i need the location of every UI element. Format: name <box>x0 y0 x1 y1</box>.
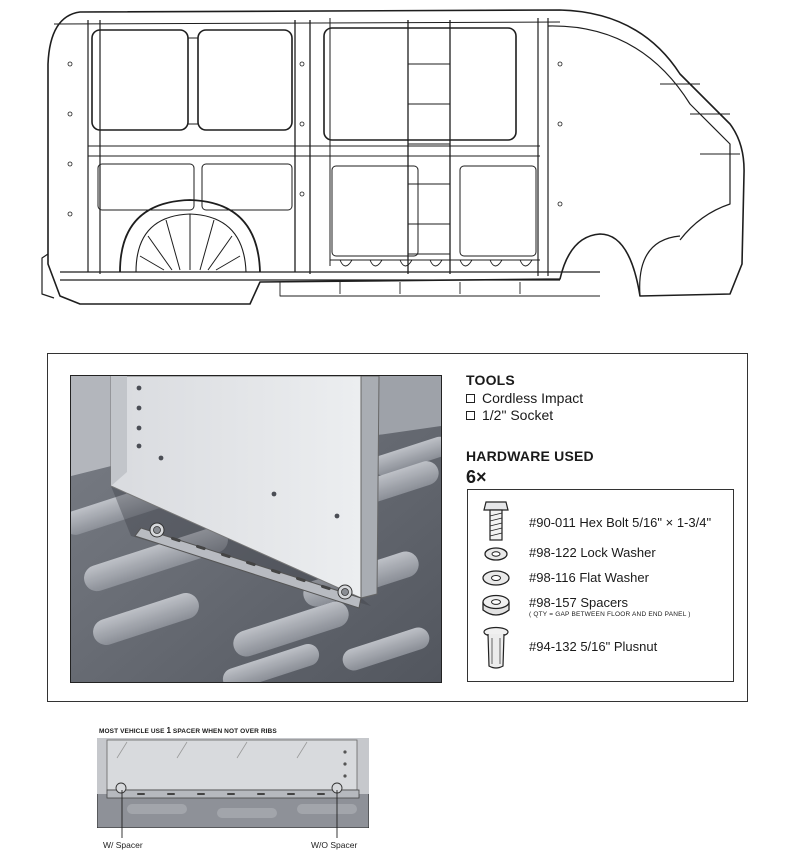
callout-lines <box>115 790 355 840</box>
hex-bolt-icon <box>476 500 516 544</box>
callout-without-spacer: W/O Spacer <box>311 840 358 850</box>
hardware-heading: HARDWARE USED <box>466 448 594 464</box>
end-panel-install-image <box>70 375 442 683</box>
checkbox-icon <box>466 394 475 403</box>
flat-washer-icon <box>476 569 516 587</box>
van-interior-diagram <box>40 4 752 312</box>
spacer-title-suffix: SPACER WHEN NOT OVER RIBS <box>171 728 277 735</box>
checkbox-icon <box>466 411 475 420</box>
lock-washer-icon <box>476 546 516 562</box>
hardware-item-plusnut: #94-132 5/16" Plusnut <box>529 639 658 654</box>
tool-label: 1/2" Socket <box>482 407 554 423</box>
callout-with-spacer: W/ Spacer <box>103 840 143 850</box>
spacer-quantity-note: ( QTY = GAP BETWEEN FLOOR AND END PANEL ) <box>529 611 691 618</box>
tools-heading: TOOLS <box>466 372 515 388</box>
hardware-quantity: 6× <box>466 467 487 487</box>
hardware-item-spacers: #98-157 Spacers <box>529 595 629 610</box>
tool-item-cordless-impact <box>466 390 583 406</box>
hardware-item-hex-bolt: #90-011 Hex Bolt 5/16" × 1-3/4" <box>529 515 712 530</box>
tool-item-socket <box>466 407 553 423</box>
tool-label: Cordless Impact <box>482 390 584 406</box>
hardware-item-flat-washer: #98-116 Flat Washer <box>529 570 649 585</box>
spacer-icon <box>476 594 516 620</box>
spacer-detail-title <box>99 726 277 735</box>
spacer-title-prefix: MOST VEHICLE USE <box>99 728 167 735</box>
hardware-item-lock-washer: #98-122 Lock Washer <box>529 545 656 560</box>
plusnut-icon <box>476 626 516 670</box>
spacer-title-number: 1 <box>166 726 171 735</box>
